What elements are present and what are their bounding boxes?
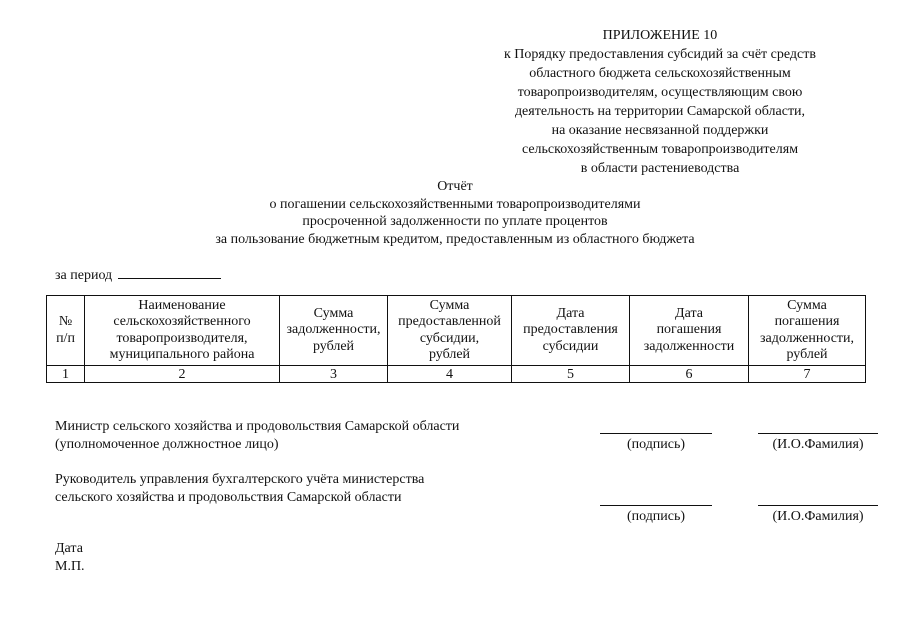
column-number-cell: 3 [280, 366, 388, 383]
footer-block [55, 540, 85, 576]
report-table [46, 295, 866, 383]
appendix-line: товаропроизводителям, осуществляющим свою [517, 85, 803, 100]
signature-2-sign-caption: (подпись) [626, 509, 686, 524]
column-number-cell: 2 [85, 366, 280, 383]
report-subtitle-line: за пользование бюджетным кредитом, предоставленным из областного бюджета [215, 231, 695, 247]
signature-2-label [55, 471, 424, 507]
signature-1-label [55, 418, 459, 454]
date-label: Дата [55, 541, 83, 556]
appendix-line: деятельность на территории Самарской области, [514, 104, 806, 119]
appendix-block [470, 26, 850, 178]
appendix-line: к Порядку предоставления субсидий за счёт средств [504, 47, 816, 62]
table-number-row [47, 366, 866, 383]
report-title-block [150, 178, 760, 248]
signature-1-note: (уполномоченное должностное лицо) [55, 437, 279, 452]
header-cell-debt-amount: Сумма задолженности, рублей [280, 296, 388, 366]
signature-2-name-line [758, 505, 878, 506]
header-cell-repayment-amount: Сумма погашения задолженности, рублей [749, 296, 866, 366]
appendix-line: областного бюджета сельскохозяйственным [529, 66, 791, 81]
appendix-line: на оказание несвязанной поддержки [551, 123, 769, 138]
signature-2-sign-line [600, 505, 712, 506]
stamp-label: М.П. [55, 559, 85, 574]
signature-2-name-caption: (И.О.Фамилия) [772, 509, 864, 524]
period-blank-line [118, 265, 221, 279]
header-cell-repayment-date: Дата погашения задолженности [630, 296, 749, 366]
header-cell-number: № п/п [47, 296, 85, 366]
header-cell-subsidy-date: Дата предоставления субсидии [512, 296, 630, 366]
report-title: Отчёт [437, 179, 473, 194]
column-number-cell: 4 [388, 366, 512, 383]
column-number-cell: 7 [749, 366, 866, 383]
period-field [55, 265, 221, 284]
signature-2-position: Руководитель управления бухгалтерского учёта министерства [55, 472, 425, 487]
table-header-row [47, 296, 866, 366]
column-number-cell: 6 [630, 366, 749, 383]
report-subtitle-line: о погашении сельскохозяйственными товаропроизводителями [269, 196, 641, 212]
appendix-number: ПРИЛОЖЕНИЕ 10 [602, 28, 718, 43]
signature-1-sign-line [600, 433, 712, 434]
column-number-cell: 5 [512, 366, 630, 383]
signature-1-position: Министр сельского хозяйства и продовольствия Самарской области [55, 419, 460, 434]
column-number-cell: 1 [47, 366, 85, 383]
appendix-line: в области растениеводства [580, 161, 740, 176]
appendix-line: сельскохозяйственным товаропроизводителям [521, 142, 799, 157]
signature-2-department: сельского хозяйства и продовольствия Самарской области [55, 490, 402, 505]
signature-1-name-line [758, 433, 878, 434]
signature-1-sign-caption: (подпись) [626, 437, 686, 452]
header-cell-producer-name: Наименование сельскохозяйственного товаропроизводителя, муниципального района [85, 296, 280, 366]
header-cell-subsidy-amount: Сумма предоставленной субсидии, рублей [388, 296, 512, 366]
period-label: за период [55, 268, 113, 283]
report-subtitle-line: просроченной задолженности по уплате процентов [302, 214, 608, 229]
signature-1-name-caption: (И.О.Фамилия) [772, 437, 864, 452]
